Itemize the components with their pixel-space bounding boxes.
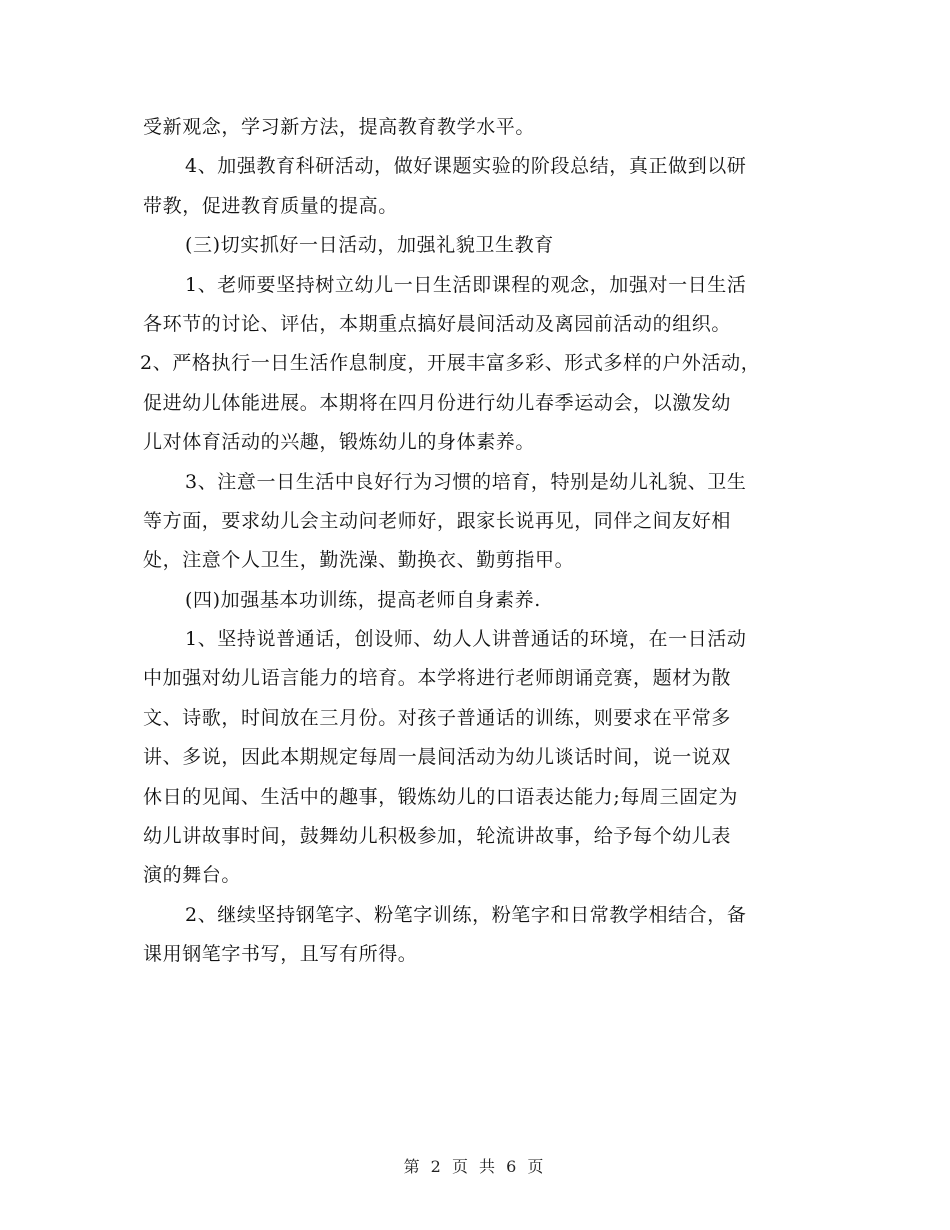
text-line-6: 各环节的讨论、评估，本期重点搞好晨间活动及离园前活动的组织。 bbox=[143, 312, 732, 335]
text-line-22: 课用钢笔字书写，且写有所得。 bbox=[143, 943, 418, 966]
text-line-10: 3、注意一日生活中良好行为习惯的培育，特别是幼儿礼貌、卫生 bbox=[185, 470, 747, 493]
document-body bbox=[140, 108, 813, 975]
text-line-14: 1、坚持说普通话，创设师、幼人人讲普通话的环境，在一日活动 bbox=[185, 628, 747, 651]
text-line-19: 幼儿讲故事时间，鼓舞幼儿积极参加，轮流讲故事，给予每个幼儿表 bbox=[143, 825, 732, 848]
text-line-16: 文、诗歌，时间放在三月份。对孩子普通话的训练，则要求在平常多 bbox=[143, 706, 732, 729]
page-footer: 第 2 页 共 6 页 bbox=[403, 1157, 547, 1176]
text-line-20: 演的舞台。 bbox=[143, 864, 242, 887]
section-heading-3: (三)切实抓好一日活动，加强礼貌卫生教育 bbox=[185, 234, 554, 257]
section-heading-4: (四)加强基本功训练，提高老师自身素养. bbox=[185, 588, 541, 611]
text-line-9: 儿对体育活动的兴趣，锻炼幼儿的身体素养。 bbox=[143, 431, 536, 454]
text-line-8: 促进幼儿体能进展。本期将在四月份进行幼儿春季运动会，以激发幼 bbox=[143, 391, 732, 414]
text-line-17: 讲、多说，因此本期规定每周一晨间活动为幼儿谈话时间，说一说双 bbox=[143, 746, 732, 769]
text-line-1: 受新观念，学习新方法，提高教育教学水平。 bbox=[143, 116, 536, 138]
text-line-11: 等方面，要求幼儿会主动问老师好，跟家长说再见，同伴之间友好相 bbox=[143, 509, 732, 532]
text-line-18: 休日的见闻、生活中的趣事，锻炼幼儿的口语表达能力;每周三固定为 bbox=[143, 785, 739, 808]
text-line-21: 2、继续坚持钢笔字、粉笔字训练，粉笔字和日常教学相结合，备 bbox=[185, 903, 747, 926]
text-line-7: 2、严格执行一日生活作息制度，开展丰富多彩、形式多样的户外活动， bbox=[140, 352, 761, 375]
text-line-15: 中加强对幼儿语言能力的培育。本学将进行老师朗诵竞赛，题材为散 bbox=[143, 667, 732, 690]
text-line-5: 1、老师要坚持树立幼儿一日生活即课程的观念，加强对一日生活 bbox=[185, 273, 747, 296]
text-line-2: 4、加强教育科研活动，做好课题实验的阶段总结，真正做到以研 bbox=[185, 155, 747, 178]
text-line-3: 带教，促进教育质量的提高。 bbox=[143, 194, 398, 217]
text-line-12: 处，注意个人卫生，勤洗澡、勤换衣、勤剪指甲。 bbox=[143, 549, 575, 572]
